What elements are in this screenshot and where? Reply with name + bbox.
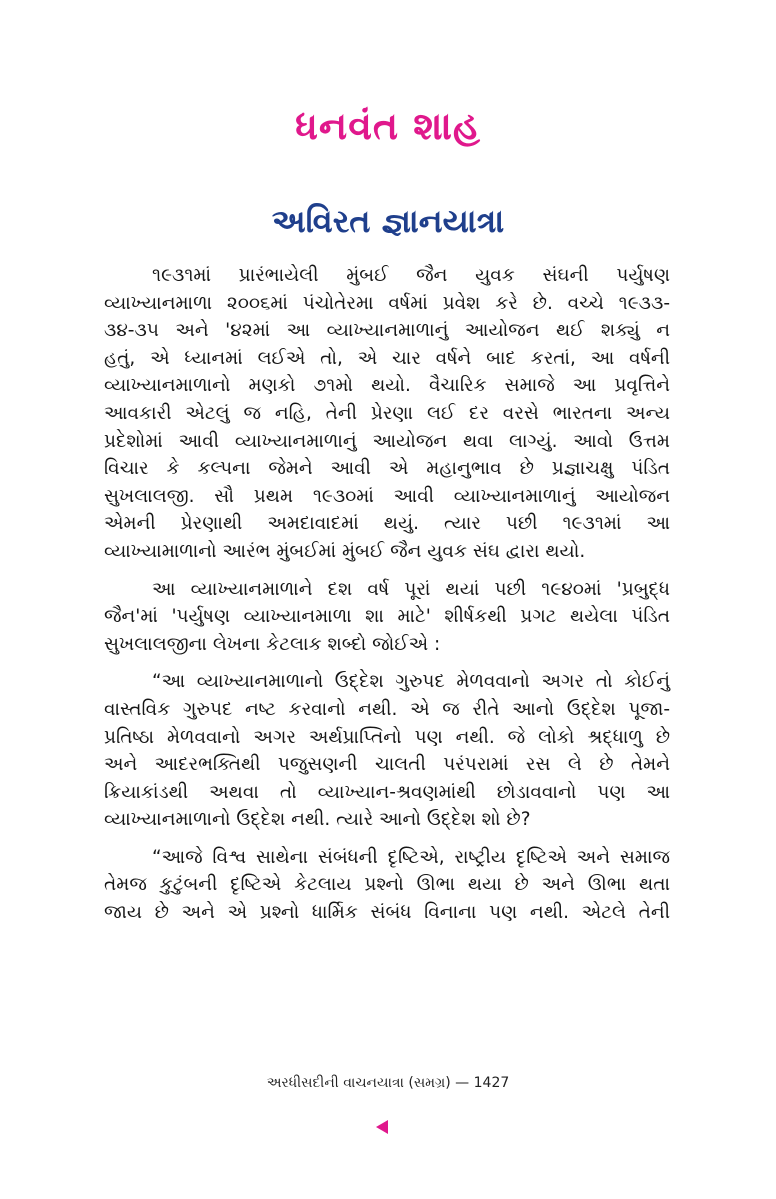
text-line: વિચાર કે કલ્પના જેમને આવી એ મહાનુભાવ છે પ્રજ્ઞાચક્ષુ પંડિત: [104, 458, 670, 480]
text-line: આવકારી એટલું જ નહિ, તેની પ્રેરણા લઈ દર વરસે ભારતના અન્ય: [104, 402, 670, 424]
text-line: વ્યાખ્યામાળાનો આરંભ મુંબઈમાં મુંબઈ જૈન યુવક સંઘ દ્વારા થયો.: [104, 540, 586, 562]
text-line: “આ વ્યાખ્યાનમાળાનો ઉદ્દેશ ગુરુપદ મેળવવાનો અગર તો કોઈનું: [152, 671, 670, 693]
text-line: પ્રદેશોમાં આવી વ્યાખ્યાનમાળાનું આયોજન થવા લાગ્યું. આવો ઉત્તમ: [104, 430, 670, 452]
chapter-title: અવિરત જ્ઞાનયાત્રા: [271, 202, 505, 240]
text-line: સુખલાલજીના લેખના કેટલાક શબ્દો જોઈએ :: [104, 633, 441, 655]
text-line: હતું, એ ધ્યાનમાં લઈએ તો, એ ચાર વર્ષને બાદ કરતાં, આ વર્ષની: [104, 347, 670, 369]
text-line: સુખલાલજી. સૌ પ્રથમ ૧૯૩૦માં આવી વ્યાખ્યાનમાળાનું આયોજન: [104, 485, 670, 507]
text-line: જૈન'માં 'પર્યુષણ વ્યાખ્યાનમાળા શા માટે' શીર્ષકથી પ્રગટ થયેલા પંડિત: [104, 606, 670, 628]
text-line: વ્યાખ્યાનમાળાનો ઉદ્દેશ નથી. ત્યારે આનો ઉદ્દેશ શો છે?: [104, 809, 531, 831]
text-line: વ્યાખ્યાનમાળાનો મણકો ૭૧મો થયો. વૈચારિક સમાજે આ પ્રવૃત્તિને: [104, 375, 670, 397]
text-line: એમની પ્રેરણાથી અમદાવાદમાં થયું. ત્યાર પછી ૧૯૩૧માં આ: [104, 513, 670, 535]
paragraph-1: [104, 262, 670, 566]
text-line: પ્રતિષ્ઠા મેળવવાનો અગર અર્થપ્રાપ્તિનો પણ નથી. જે લોકો શ્રદ્ધાળુ છે: [104, 726, 670, 748]
text-line: આ વ્યાખ્યાનમાળાને દશ વર્ષ પૂરાં થયાં પછી ૧૯૪૦માં 'પ્રબુદ્ધ: [152, 578, 670, 600]
text-line: ક્રિયાકાંડથી અથવા તો વ્યાખ્યાન-શ્રવણમાંથી છોડાવવાનો પણ આ: [104, 781, 670, 803]
text-line: વાસ્તવિક ગુરુપદ નષ્ટ કરવાનો નથી. એ જ રીતે આનો ઉદ્દેશ પૂજા-: [104, 698, 670, 720]
page-footer: અરધીસદીની વાચનયાત્રા (સમગ્ર) — 1427: [266, 1075, 510, 1091]
text-line: ૧૯૩૧માં પ્રારંભાયેલી મુંબઈ જૈન યુવક સંઘની પર્યુષણ: [152, 265, 670, 286]
text-line: અને આદરભક્તિથી પજુસણની ચાલતી પરંપરામાં રસ લે છે તેમને: [104, 754, 670, 776]
text-line: જાય છે અને એ પ્રશ્નો ધાર્મિક સંબંધ વિનાના પણ નથી. એટલે તેની: [104, 902, 670, 924]
paragraph-3-quote: [104, 668, 670, 834]
text-line: ૩૪-૩૫ અને '૪૨માં આ વ્યાખ્યાનમાળાનું આયોજન થઈ શક્યું ન: [104, 320, 670, 342]
text-line: વ્યાખ્યાનમાળા ૨૦૦૬માં પંચોતેરમા વર્ષમાં પ્રવેશ કરે છે. વચ્ચે ૧૯૩૩-: [104, 292, 670, 314]
triangle-left-icon[interactable]: [376, 1120, 388, 1134]
author-name: ધનવંત શાહ: [295, 104, 481, 148]
paragraph-2: [104, 576, 670, 659]
body-text: [104, 262, 670, 937]
text-line: “આજે વિશ્વ સાથેના સંબંધની દૃષ્ટિએ, રાષ્ટ્રીય દૃષ્ટિએ અને સમાજ: [152, 846, 670, 868]
paragraph-4-quote: [104, 844, 670, 927]
text-line: તેમજ કુટુંબની દૃષ્ટિએ કેટલાય પ્રશ્નો ઊભા થયા છે અને ઊભા થતા: [104, 874, 670, 896]
